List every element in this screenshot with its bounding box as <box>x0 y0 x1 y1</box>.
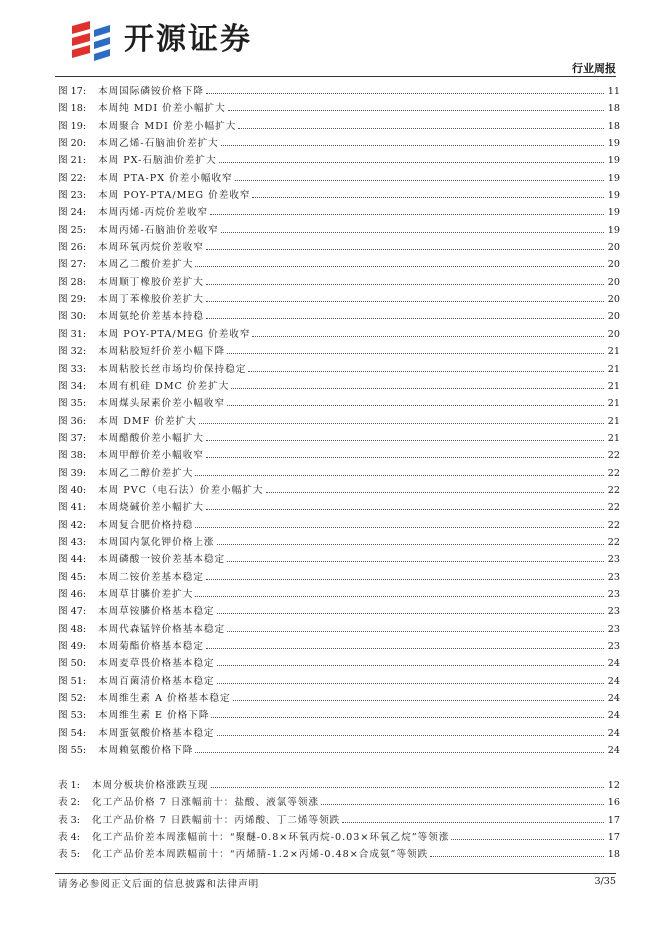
header-divider <box>55 76 616 77</box>
entry-title: 本周维生素 A 价格基本稳定 <box>98 693 231 705</box>
dot-leader <box>206 440 604 441</box>
entry-page: 23 <box>607 554 620 566</box>
figure-toc-entry[interactable] <box>58 361 620 378</box>
entry-title: 本周甲醇价差小幅收窄 <box>98 450 204 462</box>
dot-leader <box>206 648 604 649</box>
entry-page: 24 <box>607 727 620 739</box>
entry-title: 本周环氧丙烷价差收窄 <box>98 242 204 254</box>
entry-label: 图 47: <box>58 606 87 618</box>
entry-label: 图 27: <box>58 259 87 271</box>
figure-toc-entry[interactable] <box>58 482 620 499</box>
figure-toc-entry[interactable] <box>58 534 620 551</box>
figure-toc-entry[interactable] <box>58 100 620 117</box>
entry-label: 图 33: <box>58 363 87 375</box>
entry-label: 图 22: <box>58 172 87 184</box>
entry-page: 19 <box>607 138 620 150</box>
dot-leader <box>211 717 604 718</box>
entry-title: 本周 POY-PTA/MEG 价差收窄 <box>98 190 251 202</box>
brand-name: 开源证券 <box>124 22 252 57</box>
dot-leader <box>195 475 604 476</box>
entry-label: 图 25: <box>58 224 87 236</box>
dot-leader <box>217 613 604 614</box>
entry-label: 图 31: <box>58 328 87 340</box>
figure-toc-entry[interactable] <box>58 378 620 395</box>
entry-title: 本周 DMF 价差扩大 <box>98 415 197 427</box>
entry-label: 表 2: <box>58 797 80 809</box>
entry-title: 本周纯 MDI 价差小幅扩大 <box>98 103 226 115</box>
dot-leader <box>206 249 604 250</box>
figure-toc-entry[interactable] <box>58 274 620 291</box>
figure-toc-entry[interactable] <box>58 343 620 360</box>
entry-page: 24 <box>607 693 620 705</box>
dot-leader <box>231 388 604 389</box>
entry-title: 本周煤头尿素价差小幅收窄 <box>98 398 226 410</box>
entry-title: 本周国际磷铵价格下降 <box>98 86 204 97</box>
entry-page: 20 <box>607 242 620 254</box>
entry-page: 19 <box>607 224 620 236</box>
entry-title: 本周菊酯价格基本稳定 <box>98 641 204 652</box>
entry-page: 23 <box>607 641 620 652</box>
dot-leader <box>321 804 604 805</box>
report-type: 行业周报 <box>572 62 616 75</box>
entry-label: 图 34: <box>58 380 87 392</box>
dot-leader <box>228 110 604 111</box>
figure-toc-entry[interactable] <box>58 239 620 256</box>
entry-label: 图 45: <box>58 571 87 583</box>
entry-page: 24 <box>607 710 620 722</box>
entry-label: 图 30: <box>58 311 87 323</box>
entry-label: 图 54: <box>58 727 87 739</box>
entry-page: 21 <box>607 415 620 427</box>
entry-label: 图 44: <box>58 554 87 566</box>
figure-toc-entry[interactable] <box>58 308 620 325</box>
footer-divider <box>55 873 616 874</box>
figure-toc-entry[interactable] <box>58 256 620 273</box>
entry-title: 本周乙二醇价差扩大 <box>98 467 194 479</box>
entry-title: 本周百菌清价格基本稳定 <box>98 675 215 687</box>
entry-title: 化工产品价差本周跌幅前十：“丙烯腈-1.2×丙烯-0.48×合成氨”等领跌 <box>92 849 429 861</box>
figure-toc-entry[interactable] <box>58 187 620 204</box>
entry-label: 图 28: <box>58 276 87 288</box>
entry-label: 表 1: <box>58 780 80 791</box>
entry-title: 本周粘胶长丝市场均价保持稳定 <box>98 363 247 375</box>
dot-leader <box>227 353 604 354</box>
entry-label: 图 26: <box>58 242 87 254</box>
dot-leader <box>210 214 604 215</box>
entry-page: 18 <box>607 103 620 115</box>
entry-page: 18 <box>607 849 620 861</box>
entry-title: 本周 POY-PTA/MEG 价差收窄 <box>98 328 251 340</box>
entry-title: 本周乙二酸价差扩大 <box>98 259 194 271</box>
entry-title: 本周复合肥价格持稳 <box>98 519 194 531</box>
dot-leader <box>227 561 604 562</box>
entry-page: 23 <box>607 588 620 600</box>
entry-label: 图 50: <box>58 658 87 670</box>
footer-disclaimer: 请务必参阅正文后面的信息披露和法律声明 <box>58 879 260 890</box>
figure-toc-entry[interactable] <box>58 447 620 464</box>
figure-toc-entry[interactable] <box>58 586 620 603</box>
entry-page: 21 <box>607 380 620 392</box>
entry-title: 本周维生素 E 价格下降 <box>98 710 210 722</box>
entry-title: 本周 PVC（电石法）价差小幅扩大 <box>98 484 264 496</box>
dot-leader <box>342 822 604 823</box>
entry-page: 21 <box>607 432 620 444</box>
entry-title: 本周国内氯化钾价格上涨 <box>98 536 215 548</box>
entry-title: 本周麦草畏价格基本稳定 <box>98 658 215 670</box>
entry-page: 22 <box>607 484 620 496</box>
entry-title: 本周顺丁橡胶价差扩大 <box>98 276 204 288</box>
figure-toc-entry[interactable] <box>58 135 620 152</box>
dot-leader <box>195 596 604 597</box>
figure-toc-entry[interactable] <box>58 118 620 135</box>
figure-toc-entry[interactable] <box>58 170 620 187</box>
dot-leader <box>206 284 604 285</box>
entry-title: 本周烧碱价差小幅扩大 <box>98 502 204 514</box>
entry-title: 本周二铵价差基本稳定 <box>98 571 204 583</box>
dot-leader <box>217 735 604 736</box>
entry-title: 本周氨纶价差基本持稳 <box>98 311 204 323</box>
page-header <box>0 0 662 78</box>
figure-toc-entry[interactable] <box>58 430 620 447</box>
figure-toc-entry[interactable] <box>58 603 620 620</box>
entry-page: 20 <box>607 259 620 271</box>
entry-title: 本周草甘膦价差扩大 <box>98 588 194 600</box>
entry-page: 21 <box>607 363 620 375</box>
figure-toc-entry[interactable] <box>58 326 620 343</box>
entry-label: 图 41: <box>58 502 87 514</box>
entry-title: 本周代森锰锌价格基本稳定 <box>98 623 226 635</box>
dot-leader <box>195 752 604 753</box>
entry-label: 图 17: <box>58 86 87 97</box>
table-toc-entry[interactable] <box>58 846 620 863</box>
entry-page: 20 <box>607 276 620 288</box>
entry-page: 21 <box>607 398 620 410</box>
brand-logo <box>68 20 268 62</box>
entry-label: 图 35: <box>58 398 87 410</box>
entry-page: 24 <box>607 745 620 757</box>
entry-label: 图 38: <box>58 450 87 462</box>
entry-title: 化工产品价格 7 日涨幅前十：盐酸、液氯等领涨 <box>92 797 320 809</box>
dot-leader <box>195 527 604 528</box>
entry-label: 图 48: <box>58 623 87 635</box>
entry-label: 表 4: <box>58 832 80 844</box>
entry-label: 表 5: <box>58 849 80 861</box>
entry-title: 本周丙烯-石脑油价差收窄 <box>98 224 219 236</box>
dot-leader <box>219 162 604 163</box>
page-number: 3/35 <box>594 876 616 887</box>
figure-toc-entry[interactable] <box>58 517 620 534</box>
figure-toc-entry[interactable] <box>58 499 620 516</box>
entry-page: 19 <box>607 155 620 167</box>
entry-page: 12 <box>607 780 620 791</box>
figure-toc-entry[interactable] <box>58 395 620 412</box>
entry-page: 19 <box>607 207 620 219</box>
entry-label: 表 3: <box>58 814 80 826</box>
table-toc-entry[interactable] <box>58 777 620 794</box>
dot-leader <box>195 266 604 267</box>
entry-label: 图 55: <box>58 745 87 757</box>
figure-toc-entry[interactable] <box>58 725 620 742</box>
entry-page: 17 <box>607 814 620 826</box>
entry-page: 11 <box>607 86 620 97</box>
entry-label: 图 51: <box>58 675 87 687</box>
entry-label: 图 39: <box>58 467 87 479</box>
dot-leader <box>221 232 604 233</box>
dot-leader <box>238 128 604 129</box>
table-toc-entry[interactable] <box>58 794 620 811</box>
entry-page: 21 <box>607 346 620 358</box>
entry-label: 图 29: <box>58 294 87 306</box>
entry-page: 23 <box>607 606 620 618</box>
entry-title: 本周丙烯-丙烷价差收窄 <box>98 207 209 219</box>
entry-label: 图 23: <box>58 190 87 202</box>
figure-toc-entry[interactable] <box>58 222 620 239</box>
entry-label: 图 53: <box>58 710 87 722</box>
brand-logo-icon <box>68 20 112 62</box>
entry-page: 22 <box>607 519 620 531</box>
entry-title: 本周乙烯-石脑油价差扩大 <box>98 138 219 150</box>
entry-title: 本周粘胶短纤价差小幅下降 <box>98 346 226 358</box>
entry-page: 23 <box>607 571 620 583</box>
entry-label: 图 49: <box>58 641 87 652</box>
entry-page: 22 <box>607 467 620 479</box>
dot-leader <box>252 197 604 198</box>
dot-leader <box>227 631 604 632</box>
entry-title: 本周聚合 MDI 价差小幅扩大 <box>98 120 237 132</box>
dot-leader <box>206 457 604 458</box>
figure-toc-entry[interactable] <box>58 638 620 655</box>
figure-toc-entry[interactable] <box>58 152 620 169</box>
dot-leader <box>217 665 604 666</box>
entry-page: 16 <box>607 797 620 809</box>
figure-list <box>58 83 620 759</box>
dot-leader <box>217 683 604 684</box>
figure-toc-entry[interactable] <box>58 569 620 586</box>
entry-label: 图 19: <box>58 120 87 132</box>
entry-label: 图 52: <box>58 693 87 705</box>
dot-leader <box>221 145 604 146</box>
dot-leader <box>206 301 604 302</box>
dot-leader <box>235 180 604 181</box>
figure-toc-entry[interactable] <box>58 742 620 759</box>
entry-title: 本周磷酸一铵价差基本稳定 <box>98 554 226 566</box>
entry-page: 22 <box>607 502 620 514</box>
entry-page: 22 <box>607 450 620 462</box>
figure-toc-entry[interactable] <box>58 655 620 672</box>
table-list <box>58 777 620 864</box>
entry-title: 本周 PX-石脑油价差扩大 <box>98 155 217 167</box>
entry-title: 化工产品价差本周涨幅前十：“聚醚-0.8×环氧丙烷-0.03×环氧乙烷”等领涨 <box>92 832 450 844</box>
dot-leader <box>266 492 605 493</box>
figure-toc-entry[interactable] <box>58 413 620 430</box>
entry-title: 本周 PTA-PX 价差小幅收窄 <box>98 172 233 184</box>
dot-leader <box>227 405 604 406</box>
entry-page: 20 <box>607 311 620 323</box>
entry-label: 图 24: <box>58 207 87 219</box>
dot-leader <box>211 787 604 788</box>
entry-label: 图 20: <box>58 138 87 150</box>
entry-title: 本周蛋氨酸价格基本稳定 <box>98 727 215 739</box>
entry-title: 本周分板块价格涨跌互现 <box>92 780 209 791</box>
dot-leader <box>217 544 604 545</box>
entry-page: 20 <box>607 294 620 306</box>
figure-toc-entry[interactable] <box>58 83 620 100</box>
figure-toc-entry[interactable] <box>58 690 620 707</box>
entry-label: 图 40: <box>58 484 87 496</box>
dot-leader <box>252 336 604 337</box>
entry-title: 本周有机硅 DMC 价差扩大 <box>98 380 230 392</box>
entry-label: 图 36: <box>58 415 87 427</box>
figure-toc-entry[interactable] <box>58 621 620 638</box>
figure-toc-entry[interactable] <box>58 707 620 724</box>
dot-leader <box>430 856 604 857</box>
entry-title: 本周丁苯橡胶价差扩大 <box>98 294 204 306</box>
entry-title: 本周赖氨酸价格下降 <box>98 745 194 757</box>
dot-leader <box>206 579 604 580</box>
dot-leader <box>199 423 604 424</box>
entry-page: 24 <box>607 675 620 687</box>
dot-leader <box>233 700 604 701</box>
figure-toc-entry[interactable] <box>58 204 620 221</box>
entry-title: 本周草铵膦价格基本稳定 <box>98 606 215 618</box>
entry-page: 18 <box>607 120 620 132</box>
figure-toc-entry[interactable] <box>58 291 620 308</box>
entry-page: 24 <box>607 658 620 670</box>
dot-leader <box>206 509 604 510</box>
figure-toc-entry[interactable] <box>58 673 620 690</box>
table-toc-entry[interactable] <box>58 812 620 829</box>
entry-label: 图 37: <box>58 432 87 444</box>
entry-label: 图 42: <box>58 519 87 531</box>
entry-page: 19 <box>607 172 620 184</box>
figure-toc-entry[interactable] <box>58 465 620 482</box>
entry-page: 23 <box>607 623 620 635</box>
entry-label: 图 46: <box>58 588 87 600</box>
entry-label: 图 43: <box>58 536 87 548</box>
dot-leader <box>206 93 604 94</box>
entry-label: 图 21: <box>58 155 87 167</box>
entry-label: 图 18: <box>58 103 87 115</box>
dot-leader <box>248 371 604 372</box>
dot-leader <box>451 839 604 840</box>
entry-label: 图 32: <box>58 346 87 358</box>
entry-page: 20 <box>607 328 620 340</box>
table-toc-entry[interactable] <box>58 829 620 846</box>
figure-toc-entry[interactable] <box>58 551 620 568</box>
entry-title: 本周醋酸价差小幅扩大 <box>98 432 204 444</box>
entry-page: 17 <box>607 832 620 844</box>
entry-page: 22 <box>607 536 620 548</box>
dot-leader <box>206 318 604 319</box>
entry-title: 化工产品价格 7 日跌幅前十：丙烯酸、丁二烯等领跌 <box>92 814 341 826</box>
entry-page: 19 <box>607 190 620 202</box>
